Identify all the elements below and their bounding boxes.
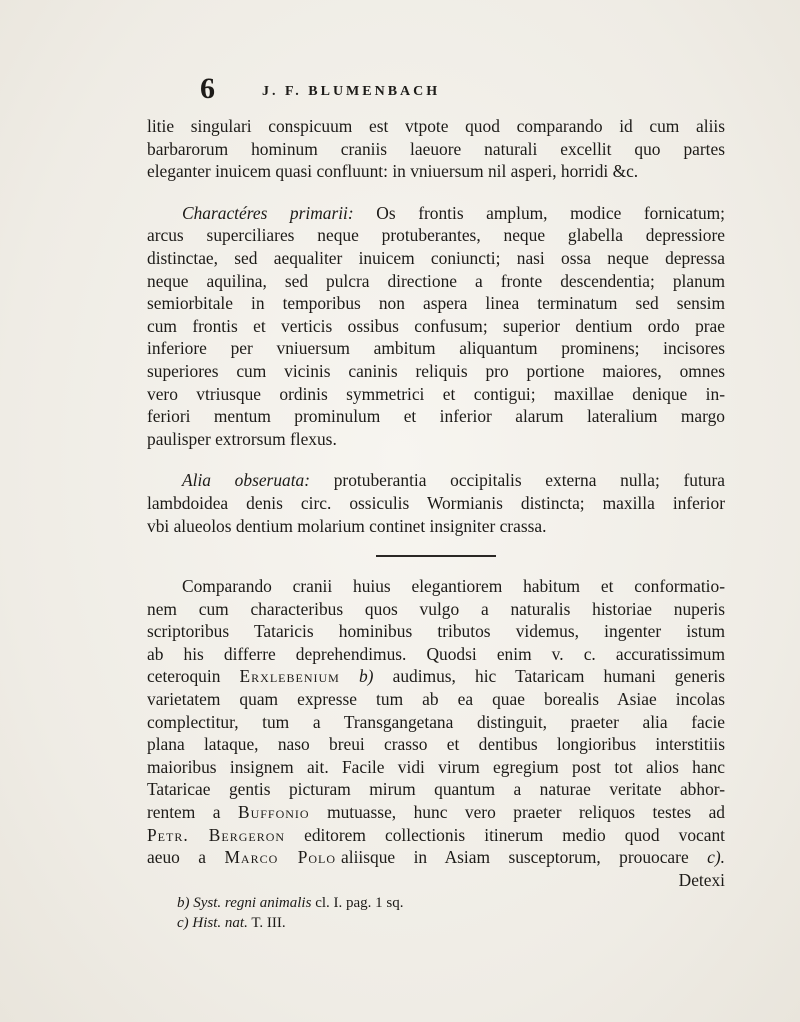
p2-line-1: [147, 202, 725, 225]
p4-line-3: scriptoribus Tataricis hominibus tributos videmus, ingenter istum: [147, 621, 725, 642]
p3-heading: Alia obseruata:: [182, 470, 311, 491]
author-erxleben: Erxlebenium: [239, 666, 340, 687]
p3-line-1: [147, 469, 725, 492]
p4-line-13: aeuo a Marco Polo aliisque in Asiam susceptorum, prouocare c).: [147, 847, 725, 868]
p4-line-1: Comparando cranii huius elegantiorem habitum et conformatio-: [182, 576, 725, 597]
author-bergeron: Petr. Bergeron: [147, 824, 286, 845]
p2-line-1-text: Os frontis amplum, modice fornicatum;: [376, 202, 725, 223]
p2-line-7: inferiore per vniuersum ambitum aliquantum prominens; incisores: [147, 338, 725, 359]
p2-line-8: superiores cum vicinis caninis reliquis pro portione maiores, omnes: [147, 360, 725, 381]
footnote-c: c) Hist. nat. T. III.: [177, 915, 286, 932]
p2-heading: Charactéres primarii:: [182, 202, 354, 223]
body-text: [147, 115, 725, 933]
p2-line-9: vero vtriusque ordinis symmetrici et contigui; maxillae denique in-: [147, 383, 725, 404]
p4-line-6: varietatem quam expresse tum ab ea quae borealis Asiae incolas: [147, 689, 725, 710]
p3-line-3: vbi alueolos dentium molarium continet insigniter crassa.: [147, 515, 547, 536]
p4-line-2: nem cum characteribus quos vulgo a naturalis historiae nuperis: [147, 598, 725, 619]
p1-line-2: barbarorum hominum craniis laeuore naturali excellit quo partes: [147, 138, 725, 159]
p4-line-7: complectitur, tum a Transgangetana distinguit, praeter alia facie: [147, 711, 725, 732]
running-head: J. F. BLUMENBACH: [262, 84, 441, 99]
p1-line-1: litie singulari conspicuum est vtpote quod comparando id cum aliis: [147, 116, 725, 136]
page-header: [200, 72, 720, 110]
catchword: Detexi: [678, 869, 725, 890]
footnote-b-title: Syst. regni animalis: [193, 895, 312, 912]
p2-line-11: paulisper extrorsum flexus.: [147, 428, 337, 449]
author-marco-polo: Marco Polo: [224, 847, 337, 868]
p4-line-4: ab his differre deprehendimus. Quodsi enim v. c. accuratissimum: [147, 643, 725, 664]
page-number: 6: [200, 72, 215, 105]
p3-line-1-text: protuberantia occipitalis externa nulla; futura: [333, 470, 725, 491]
p4-line-9: maioribus insignem ait. Facile vidi virum egregium post tot alios hanc: [147, 756, 725, 777]
footnote-b: b) Syst. regni animalis cl. I. pag. 1 sq.: [177, 895, 404, 912]
p4-line-12: Petr. Bergeron editorem collectionis itinerum medio quod vocant: [147, 824, 725, 845]
p4-line-11: rentem a Buffonio mutuasse, hunc vero praeter reliquos testes ad: [147, 802, 725, 823]
footnote-ref-b: b): [358, 666, 374, 687]
p1-line-3: eleganter inuicem quasi confluunt: in vniuersum nil asperi, horridi &c.: [147, 161, 639, 182]
p2-line-6: cum frontis et verticis ossibus confusum; superior dentium ordo prae: [147, 315, 725, 336]
footnote-ref-c: c).: [707, 847, 725, 868]
p4-line-5: ceteroquin Erxlebenium b) audimus, hic Tataricam humani generis: [147, 666, 725, 687]
p2-line-3: distinctae, sed aequaliter inuicem coniuncti; nasi ossa neque depressa: [147, 247, 725, 268]
p2-line-10: feriori mentum prominulum et inferior alarum lateralium margo: [147, 406, 725, 427]
p4-line-10: Tataricae gentis picturam mirum quantum a naturae veritate abhor-: [147, 779, 725, 800]
footnote-c-title: Hist. nat.: [192, 915, 248, 932]
p2-line-2: arcus superciliares neque protuberantes, neque glabella depressiore: [147, 225, 725, 246]
p4-line-8: plana lataque, naso breui crasso et dentibus longioribus interstitiis: [147, 734, 725, 755]
footnotes: [177, 893, 725, 933]
p2-line-5: semiorbitale in temporibus non aspera linea terminatum sed sensim: [147, 293, 725, 314]
p3-line-2: lambdoidea denis circ. ossiculis Wormianis distincta; maxilla inferior: [147, 492, 725, 513]
p2-line-4: neque aquilina, sed pulcra directione a fronte descendentia; planum: [147, 270, 725, 291]
author-buffon: Buffonio: [237, 802, 310, 823]
